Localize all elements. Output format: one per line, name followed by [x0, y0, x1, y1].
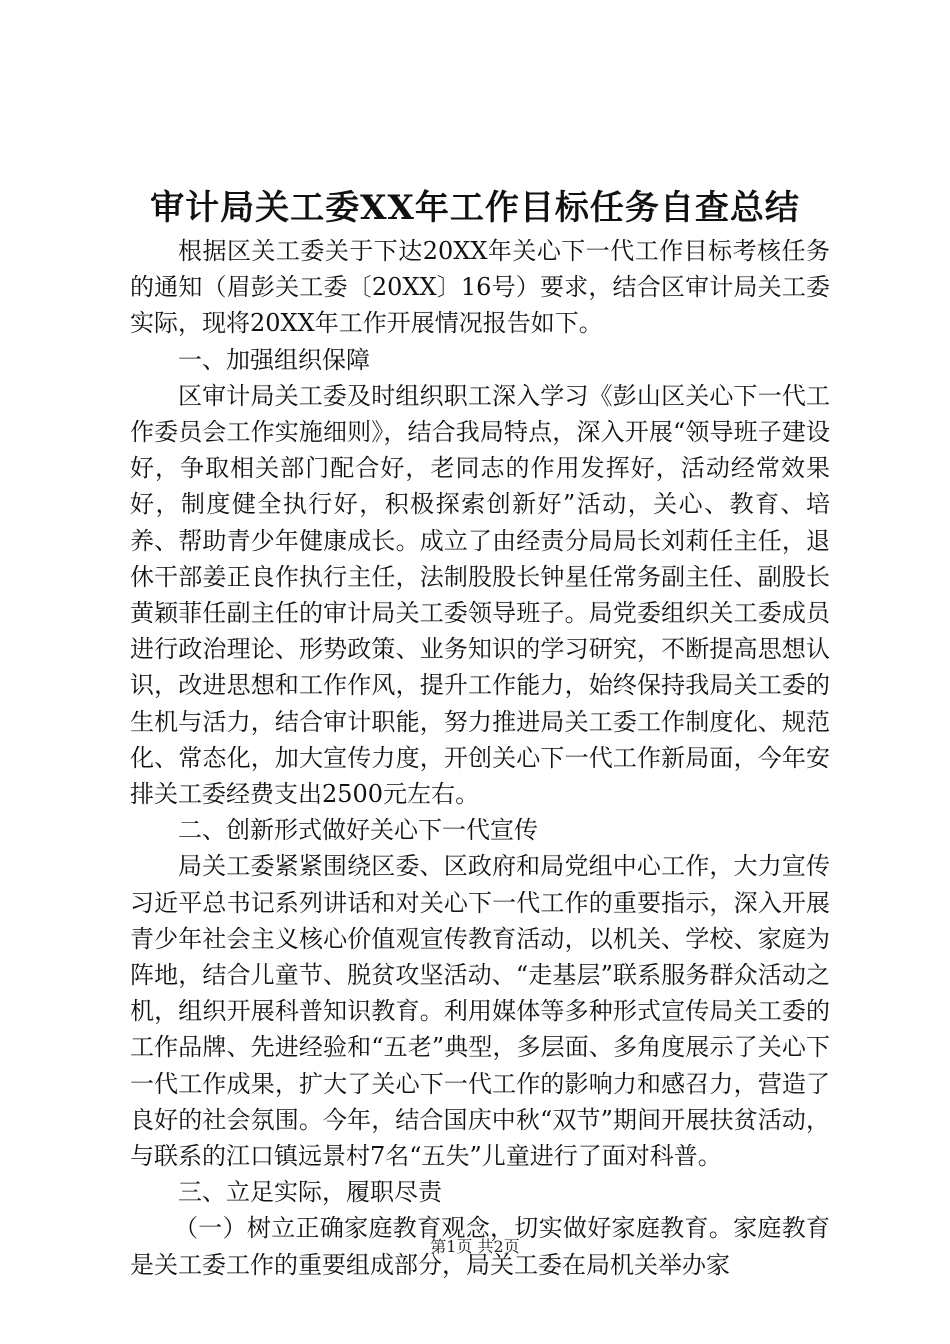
- document-body: [130, 233, 830, 1283]
- section-body-1: 区审计局关工委及时组织职工深入学习《彭山区关心下一代工作委员会工作实施细则》，结合我局特点，深入开展“领导班子建设好，争取相关部门配合好，老同志的作用发挥好，活动经常效果好，制度健全执行好，积极探索创新好”活动，关心、教育、培养、帮助青少年健康成长。成立了由经责分局局长刘莉任主任，退休干部姜正良作执行主任，法制股股长钟星任常务副主任、副股长黄颖菲任副主任的审计局关工委领导班子。局党委组织关工委成员进行政治理论、形势政策、业务知识的学习研究，不断提高思想认识，改进思想和工作作风，提升工作能力，始终保持我局关工委的生机与活力，结合审计职能，努力推进局关工委工作制度化、规范化、常态化，加大宣传力度，开创关心下一代工作新局面，今年安排关工委经费支出2500元左右。: [130, 381, 830, 809]
- document-title: 审计局关工委XX年工作目标任务自查总结: [150, 188, 800, 228]
- section-body-2: 局关工委紧紧围绕区委、区政府和局党组中心工作，大力宣传习近平总书记系列讲话和对关心下一代工作的重要指示，深入开展青少年社会主义核心价值观宣传教育活动，以机关、学校、家庭为阵地，结合儿童节、脱贫攻坚活动、“走基层”联系服务群众活动之机，组织开展科普知识教育。利用媒体等多种形式宣传局关工委的工作品牌、先进经验和“五老”典型，多层面、多角度展示了关心下一代工作成果，扩大了关心下一代工作的影响力和感召力，营造了良好的社会氛围。今年，结合国庆中秋“双节”期间开展扶贫活动，与联系的江口镇远景村7名“五失”儿童进行了面对科普。: [130, 852, 830, 1171]
- section-heading-1: 一、加强组织保障: [178, 345, 370, 374]
- page-number-footer: 第1页 共2页: [430, 1237, 520, 1256]
- section-heading-2: 二、创新形式做好关心下一代宣传: [178, 816, 538, 845]
- section-heading-3: 三、立足实际，履职尽责: [178, 1178, 442, 1207]
- intro-paragraph: 根据区关工委关于下达20XX年关心下一代工作目标考核任务的通知（眉彭关工委〔20XX〕16号）要求，结合区审计局关工委实际，现将20XX年工作开展情况报告如下。: [130, 237, 830, 338]
- section-body-3: （一）树立正确家庭教育观念，切实做好家庭教育。家庭教育是关工委工作的重要组成部分，局关工委在局机关举办家: [130, 1214, 830, 1279]
